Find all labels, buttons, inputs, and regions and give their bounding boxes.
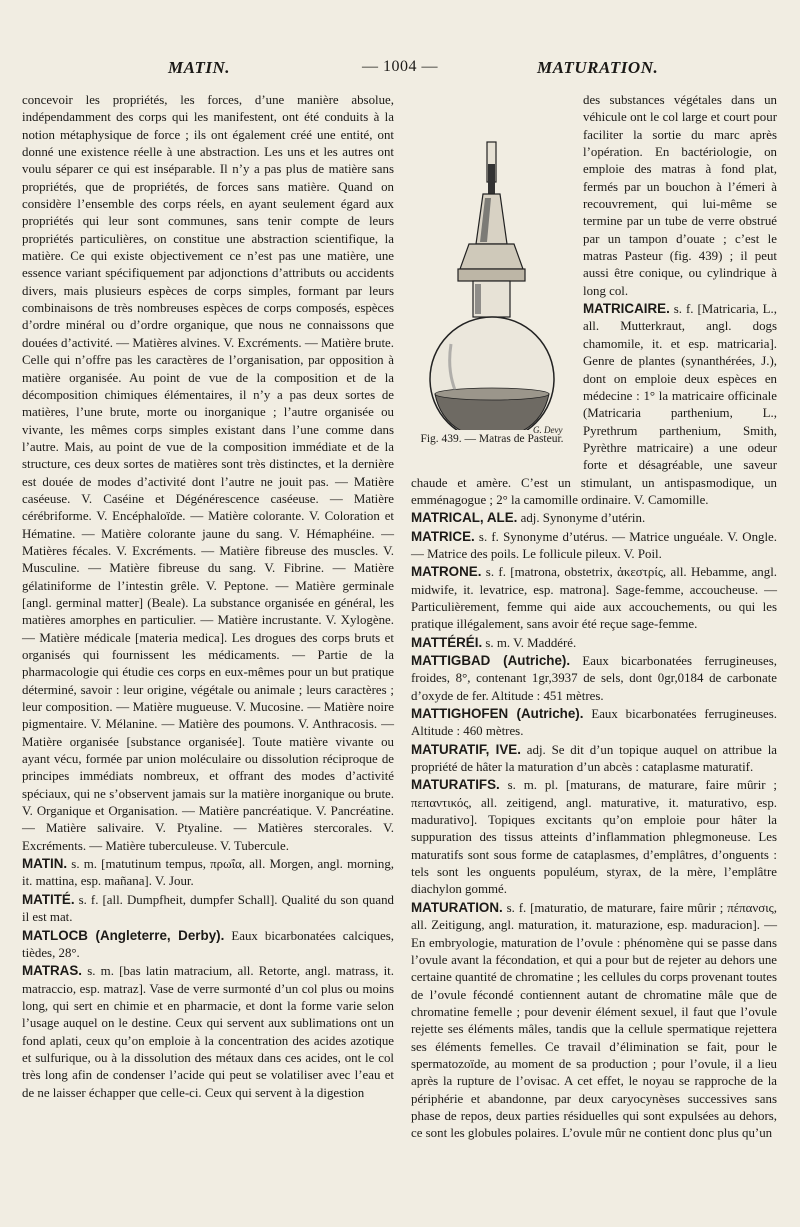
matras-illustration	[411, 94, 573, 430]
text-paragraph-matras-continued: des substances végétales dans un véhicule ont le col large et court pour faciliter la sortie du marc après l’opération. En bactériologie, on emploie des matras à fond plat, fermés par un bouchon à l’émeri à recouvrement, qui lui-même se termine par un tube de verre obstrué par un tampon d’ouate ; c’est le matras Pasteur (fig. 439) ; il peut aussi être conique, ou cylindrique à long col.	[583, 93, 777, 298]
entry-matrone: MATRONE. s. f. [matrona, obstetrix, ἀκεστρίς, all. Hebamme, angl. midwife, it. levatrice, esp. matrona]. Sage-femme, accoucheuse. — Particulièrement, femme qui aide aux accouchements, ou qui les pratique illégalement, sans avoir été reçue sage-femme.	[411, 564, 777, 632]
entry-matlocb: MATLOCB (Angleterre, Derby). Eaux bicarbonatées calciques, tièdes, 28°.	[22, 927, 394, 960]
header-left-word: MATIN.	[168, 58, 231, 77]
text-paragraph-matiere: concevoir les propriétés, les forces, d’une manière absolue, indépendamment des corps qui les manifestent, ont été conduits à la notion métaphysique de force ; ils ont également créé une entité, ont donné une existence réelle à une abstraction. Les uns et les autres ont voulu séparer ce qui est inséparable. Il n’y a pas plus de matière sans propriétés, que de propriétés, de forces sans matière. Quand on considère l’ensemble des corps réels, en ayant seulement égard aux propriétés qui leur sont communes, sans tenir compte de leurs propriétés particulières, on constitue une abstraction scientifique, la matière. Ce qui existe objectivement ce n’est pas une matière, une essence variant spécifiquement par adjonctions d’attributs ou accidents divers, mais plusieurs espèces de corps simples, formant par leurs combinaisons de très nombreuses espèces de corps composés, espèces d’ordre minéral ou d’ordre organique, que nous ne connaissons que douées d’activité. — Matières alvines. V. Excréments. — Matière brute. Celle qui n’offre pas les caractères de l’organisation, par opposition à matière organisée. Au point de vue de la composition et de la décomposition chimiques élémentaires, il n’y a pas deux sortes de matières, l’une brute, morte ou inorganique ; l’autre organisée ou vivante, les mêmes corps simples existant dans l’une comme dans l’autre. Mais, au point de vue de la composition immédiate et de la structure, ces deux sortes de matières sont très distinctes, et la dernière est douée de modes d’activité dont l’autre ne jouit pas. — Matière caséeuse. V. Caséine et Dégénérescence caséeuse. — Matière cérébriforme. V. Encéphaloïde. — Matière colorante. V. Coloration et Hématine. — Matière colorante jaune du sang. V. Hémaphéine. — Matières fécales. V. Excréments. — Matière fibreuse des muscles. V. Musculine. — Matière fibreuse du sang. V. Fibrine. — Matière gélatiniforme de l’intestin grêle. V. Peptone. — Matière germinale [angl. germinal matter] (Beale). La substance organisée en général, les matières amorphes en particulier. — Matière incrustante. V. Xylogène. — Matière médicale [materia medica]. Les drogues des corps bruts et organisés qui fournissent les médicaments. — Partie de la pharmacologie qui étudie ces corps en eux-mêmes pour un but pratique déterminé, savoir : leur origine, végétale ou animale ; leurs caractères ; leur composition. — Matière mugueuse. V. Mucosine. — Matière noire pigmentaire. V. Mélanine. — Matière des poumons. V. Anthracosis. — Matière organisée [substance organisée]. Toute matière vivante ou ayant vécu, formée par union moléculaire ou dissolution réciproque de principes immédiats nombreux, et offrant des modes d’activité spéciaux, qui ne s’observent jamais sur la matière inorganique ou brute. V. Organique et Organisation. — Matière pancréatique. V. Pancréatine. — Matière salivaire. V. Ptyaline. — Matières stercorales. V. Excréments. — Matière tuberculeuse. V. Tubercule.	[22, 93, 394, 853]
entry-matrice: MATRICE. s. f. Synonyme d’utérus. — Matrice unguéale. V. Ongle. — Matrice des poils. Le follicule pileux. V. Poil.	[411, 528, 777, 561]
entry-mattigbad: MATTIGBAD (Autriche). Eaux bicarbonatées ferrugineuses, froides, 8°, contenant 1gr,3937 de sels, dont 0gr,0184 de carbonate d’oxyde de fer. Altitude : 451 mètres.	[411, 653, 777, 703]
figure-matras-pasteur	[411, 94, 573, 470]
entry-maturation: MATURATION. s. f. [maturatio, de maturare, faire mûrir ; πέπανσις, all. Zeitigung, angl. maturation, it. maturazione, esp. maduracion]. — En embryologie, maturation de l’ovule : phénomène qui se passe dans l’ovule avant la fécondation, et qui a pour but de rejeter au dehors une certaine quantité de chromatine ; les cellules du corps provenant toutes de l’ovule fécondé contiennent autant de chromatine mâle que de chromatine femelle ; pour devenir élément sexuel, il faut que l’ovule rejette ses éléments mâles, tandis que la cellule spermatique rejettera ses éléments femelles. Ce travail d’élimination se fait, pour le spermatozoïde, au moment de sa production ; pour l’ovule, il a lieu après la rupture de l’ovisac. A cet effet, le noyau se rapproche de la périphérie et abandonne, par deux caryocynèses successives sans phase de repos, deux parties résiduelles qui sont expulsées au dehors, ce sont les globules polaires. L’ovule mûr ne contient donc plus qu’un	[411, 899, 777, 1141]
entry-matin: MATIN. s. m. [matutinum tempus, πρωΐα, all. Morgen, angl. morning, it. mattina, esp. mañana]. V. Jour.	[22, 856, 394, 889]
entry-matrical: MATRICAL, ALE. adj. Synonyme d’utérin.	[411, 510, 646, 526]
page-number: — 1004 —	[362, 58, 438, 75]
entry-matite: MATITÉ. s. f. [all. Dumpfheit, dumpfer Schall]. Qualité du son quand il est mat.	[22, 891, 394, 925]
left-column	[22, 92, 394, 1102]
entry-matricaire: MATRICAIRE. s. f. [Matricaria, L., all. Mutterkraut, angl. dogs chamomile, it. et esp. matricaria]. Genre de plantes (synanthérées, J.), dont on emploie deux espèces en médecine : 1° la matricaire officinale (Matricaria parthenium, L., Pyrethrum parthenium, Smith, Pyrèthre matricaire) a une odeur forte et désagréable, une saveur chaude et amère. C’est un stimulant, un antispasmodique, un emménagogue ; 2° la camomille ordinaire. V. Camomille.	[411, 301, 777, 507]
engraver-signature: G. Devy	[533, 425, 563, 435]
figure-caption: Fig. 439. — Matras de Pasteur.	[420, 433, 564, 445]
header-right-word: MATURATION.	[537, 58, 659, 77]
entry-matterei: MATTÉRÉI. s. m. V. Maddéré.	[411, 634, 577, 650]
entry-maturatif: MATURATIF, IVE. adj. Se dit d’un topique auquel on attribue la propriété de hâter la maturation d’un abcès : cataplasme maturatif.	[411, 741, 777, 775]
entry-matras: MATRAS. s. m. [bas latin matracium, all. Retorte, angl. matrass, it. matraccio, esp. matraz]. Vase de verre surmonté d’un col plus ou moins long, qui sert en chimie et en pharmacie, et dont la forme varie selon l’usage auquel on le destine. Ceux qui servent aux sublimations ont un fond aplati, ceux qu’on emploie à la concentration des acides azotique et sulfurique, ou à la dissolution des métaux dans ces acides, ont le col très long afin de condenser l’acide qui peut se volatiliser avec l’eau et de ne laisser échapper que celle-ci. Ceux qui servent à la digestion	[22, 963, 394, 1100]
entry-maturatifs: MATURATIFS. s. m. pl. [maturans, de maturare, faire mûrir ; πεπαντικός, all. zeitigend, angl. maturative, it. maturativo, esp. madurativo]. Topiques excitants qu’on emploie pour hâter la suppuration des tissus atteints d’inflammation phlegmoneuse. Les maturatifs sont sous forme de cataplasmes, d’emplâtres, d’onguents : tels sont les onguents populéum, styrax, de la mère, l’emplâtre diachylon gommé.	[411, 777, 777, 897]
page-header	[0, 58, 800, 84]
right-column	[411, 92, 777, 1143]
entry-mattighofen: MATTIGHOFEN (Autriche). Eaux bicarbonatées ferrugineuses. Altitude : 460 mètres.	[411, 706, 777, 739]
